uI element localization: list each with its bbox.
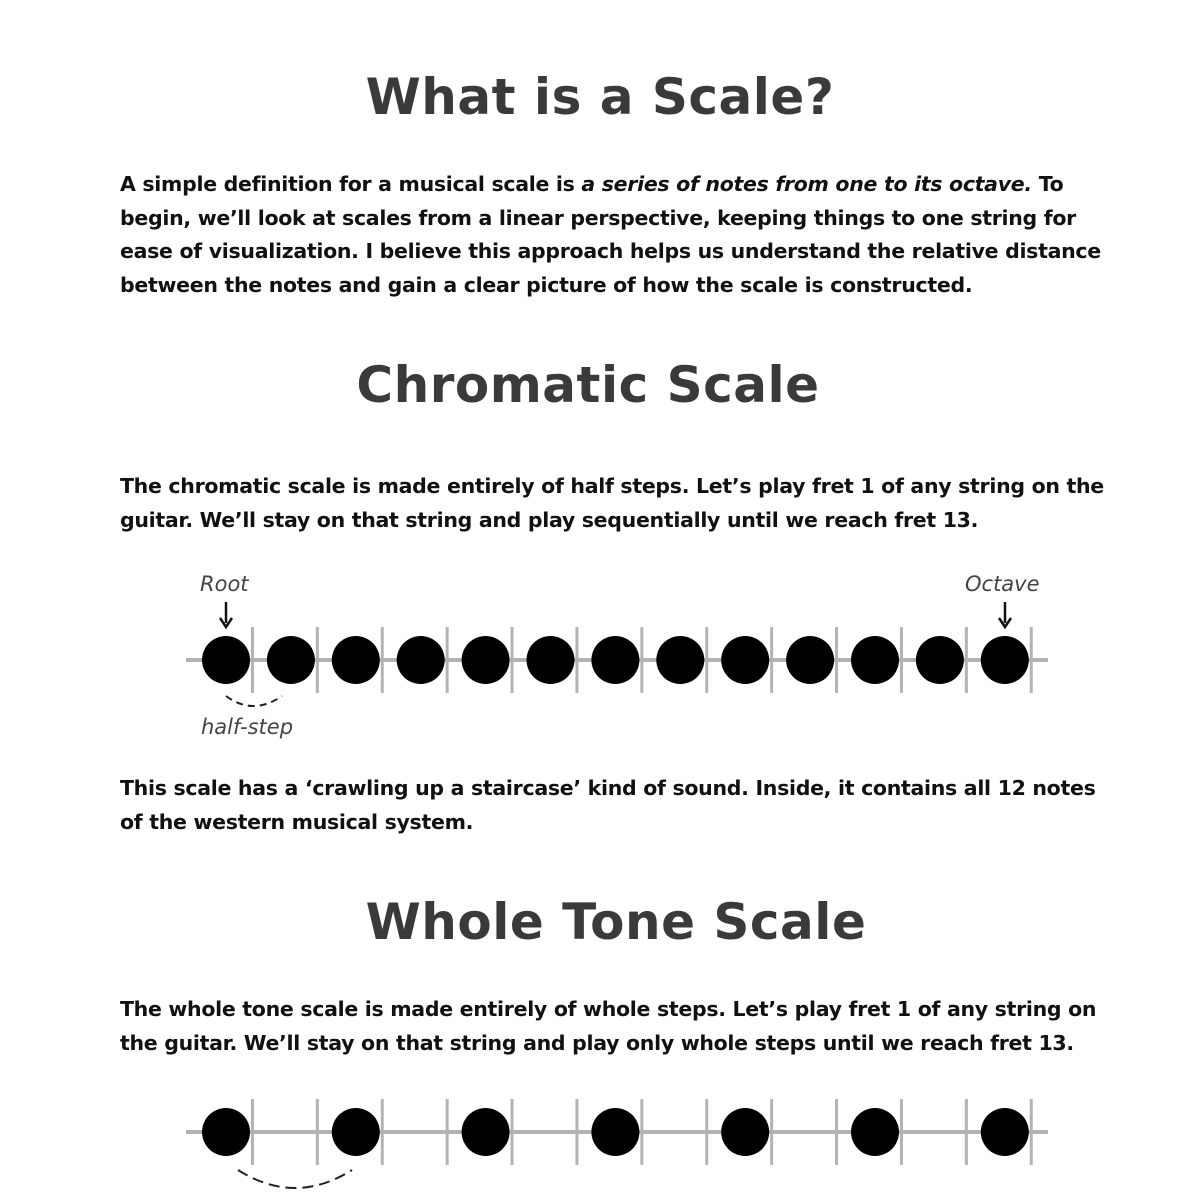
note-dot [851, 1108, 899, 1156]
whole-step-arc [238, 1170, 352, 1188]
intro-text-after: To begin, we’ll look at scales from a linear perspective, keeping things to one string for ease of visualization. I believe this approach helps us understand the relative distance between the notes and gain a clear picture of how the scale is constructed. [120, 172, 1101, 297]
note-dot [981, 1108, 1029, 1156]
chromatic-scale-diagram [0, 560, 1200, 750]
note-dot [202, 1108, 250, 1156]
note-dot [462, 1108, 510, 1156]
half-step-arc [226, 696, 282, 706]
fretboard-string [186, 1099, 1048, 1165]
note-dot [591, 1108, 639, 1156]
page-title: What is a Scale? [365, 68, 835, 126]
note-dot [656, 636, 704, 684]
chromatic-summary: This scale has a ‘crawling up a staircase’ kind of sound. Inside, it contains all 12 notes of the western musical system. [120, 776, 1096, 834]
whole-tone-description: The whole tone scale is made entirely of whole steps. Let’s play fret 1 of any string on the guitar. We’ll stay on that string and play only whole steps until we reach fret 13. [120, 997, 1097, 1055]
root-arrow-icon [220, 602, 232, 627]
intro-paragraph [120, 168, 1110, 302]
whole-tone-heading: Whole Tone Scale [365, 893, 867, 951]
fretboard-string [186, 627, 1048, 693]
note-dot [397, 636, 445, 684]
chromatic-description: The chromatic scale is made entirely of half steps. Let’s play fret 1 of any string on the guitar. We’ll stay on that string and play sequentially until we reach fret 13. [120, 474, 1104, 532]
note-dot [721, 636, 769, 684]
half-step-label: half-step [201, 715, 294, 739]
whole-tone-scale-diagram [0, 1090, 1200, 1200]
note-dot [332, 1108, 380, 1156]
scale-definition: a series of notes from one to its octave. [581, 172, 1032, 196]
note-dot [462, 636, 510, 684]
octave-label: Octave [965, 572, 1040, 596]
note-dot [851, 636, 899, 684]
octave-arrow-icon [999, 602, 1011, 627]
root-label: Root [200, 572, 249, 596]
note-dot [786, 636, 834, 684]
note-dot [202, 636, 250, 684]
note-dot [591, 636, 639, 684]
note-dot [981, 636, 1029, 684]
note-dot [916, 636, 964, 684]
note-dot [332, 636, 380, 684]
note-dot [267, 636, 315, 684]
note-dot [527, 636, 575, 684]
note-dot [721, 1108, 769, 1156]
intro-text-before: A simple definition for a musical scale is [120, 172, 582, 196]
chromatic-heading: Chromatic Scale [356, 356, 820, 414]
